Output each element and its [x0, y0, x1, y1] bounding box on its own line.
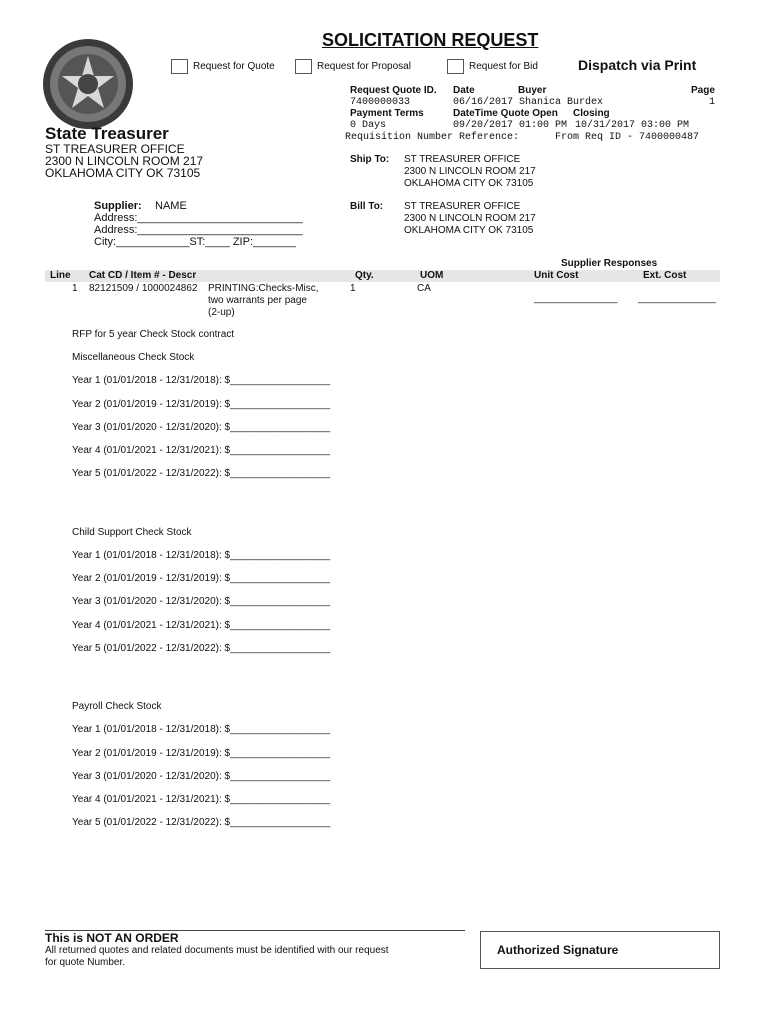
ship-to-line1: ST TREASURER OFFICE — [404, 154, 521, 165]
bill-to-line3: OKLAHOMA CITY OK 73105 — [404, 225, 534, 236]
bill-to-line2: 2300 N LINCOLN ROOM 217 — [404, 213, 536, 224]
group1-year4[interactable]: Year 4 (01/01/2021 - 12/31/2021): $__________________ — [72, 445, 331, 456]
buyer-label: Buyer — [518, 85, 547, 96]
group1-year3[interactable]: Year 3 (01/01/2020 - 12/31/2020): $__________________ — [72, 422, 331, 433]
row-line: 1 — [72, 283, 78, 294]
group2-year5[interactable]: Year 5 (01/01/2022 - 12/31/2022): $__________________ — [72, 643, 331, 654]
request-for-bid-label: Request for Bid — [469, 61, 538, 72]
page-title: SOLICITATION REQUEST — [322, 30, 539, 50]
group2-heading: Child Support Check Stock — [72, 527, 192, 538]
ship-to-line3: OKLAHOMA CITY OK 73105 — [404, 178, 534, 189]
page-label: Page — [691, 85, 715, 96]
supplier-label: Supplier: — [94, 200, 142, 212]
group3-year4[interactable]: Year 4 (01/01/2021 - 12/31/2021): $__________________ — [72, 794, 331, 805]
ship-to-line2: 2300 N LINCOLN ROOM 217 — [404, 166, 536, 177]
date-label: Date — [453, 85, 475, 96]
dispatch-label: Dispatch via Print — [578, 57, 697, 73]
row-uom: CA — [417, 283, 431, 294]
requisition-reference-label: Requisition Number Reference: — [345, 132, 520, 143]
group2-year3[interactable]: Year 3 (01/01/2020 - 12/31/2020): $__________________ — [72, 596, 331, 607]
row-qty: 1 — [350, 283, 356, 294]
group3-year2[interactable]: Year 2 (01/01/2019 - 12/31/2019): $__________________ — [72, 748, 331, 759]
date-value: 06/16/2017 — [453, 97, 514, 108]
request-for-proposal-label: Request for Proposal — [317, 61, 411, 72]
row-desc3: (2-up) — [208, 307, 235, 318]
group1-heading: Miscellaneous Check Stock — [72, 352, 195, 363]
quote-id-label: Request Quote ID. — [350, 85, 437, 96]
col-ext-cost: Ext. Cost — [643, 270, 687, 281]
footer-note1: All returned quotes and related documents must be identified with our request — [45, 945, 389, 956]
supplier-name: NAME — [155, 200, 187, 212]
requisition-id: From Req ID - 7400000487 — [555, 132, 700, 143]
supplier-address1[interactable]: Address:___________________________ — [94, 212, 303, 224]
supplier-city[interactable]: City:____________ST:____ ZIP:_______ — [94, 236, 296, 248]
signature-label: Authorized Signature — [497, 943, 619, 957]
group2-year2[interactable]: Year 2 (01/01/2019 - 12/31/2019): $__________________ — [72, 573, 331, 584]
col-qty: Qty. — [355, 270, 374, 281]
rfp-note: RFP for 5 year Check Stock contract — [72, 329, 235, 340]
unit-cost-field[interactable]: _______________ — [534, 293, 618, 304]
agency-street: 2300 N LINCOLN ROOM 217 — [45, 154, 204, 168]
request-for-bid-checkbox[interactable] — [447, 59, 464, 74]
state-seal-icon — [42, 38, 134, 130]
group3-year3[interactable]: Year 3 (01/01/2020 - 12/31/2020): $__________________ — [72, 771, 331, 782]
col-line: Line — [50, 270, 71, 281]
buyer-value: Shanica Burdex — [519, 97, 604, 108]
payment-terms-value: 0 Days — [350, 120, 387, 131]
row-desc2: two warrants per page — [208, 295, 307, 306]
bill-to-line1: ST TREASURER OFFICE — [404, 201, 521, 212]
group1-year5[interactable]: Year 5 (01/01/2022 - 12/31/2022): $__________________ — [72, 468, 331, 479]
col-uom: UOM — [420, 270, 444, 281]
quote-open-label: DateTime Quote Open — [453, 108, 558, 119]
agency-office: ST TREASURER OFFICE — [45, 142, 185, 156]
ship-to-label: Ship To: — [350, 154, 390, 165]
group3-year5[interactable]: Year 5 (01/01/2022 - 12/31/2022): $__________________ — [72, 817, 331, 828]
request-for-proposal-checkbox[interactable] — [295, 59, 312, 74]
group1-year2[interactable]: Year 2 (01/01/2019 - 12/31/2019): $__________________ — [72, 399, 331, 410]
closing-value: 10/31/2017 03:00 PM — [575, 120, 690, 131]
col-unit-cost: Unit Cost — [534, 270, 579, 281]
request-for-quote-label: Request for Quote — [193, 61, 275, 72]
group2-year4[interactable]: Year 4 (01/01/2021 - 12/31/2021): $__________________ — [72, 620, 331, 631]
quote-id-value: 7400000033 — [350, 97, 411, 108]
ext-cost-field[interactable]: ______________ — [638, 293, 716, 304]
supplier-responses-heading: Supplier Responses — [561, 258, 658, 269]
bill-to-label: Bill To: — [350, 201, 384, 212]
row-desc1: PRINTING:Checks-Misc, — [208, 283, 319, 294]
quote-open-value: 09/20/2017 01:00 PM — [453, 120, 568, 131]
page-value: 1 — [709, 97, 716, 108]
request-for-quote-checkbox[interactable] — [171, 59, 188, 74]
agency-name: State Treasurer — [45, 124, 169, 143]
footer-note2: for quote Number. — [45, 957, 126, 968]
group1-year1[interactable]: Year 1 (01/01/2018 - 12/31/2018): $__________________ — [72, 375, 331, 386]
not-an-order: This is NOT AN ORDER — [45, 931, 179, 945]
group3-year1[interactable]: Year 1 (01/01/2018 - 12/31/2018): $__________________ — [72, 724, 331, 735]
col-item: Cat CD / Item # - Descr — [89, 270, 197, 281]
supplier-address2[interactable]: Address:___________________________ — [94, 224, 303, 236]
group3-heading: Payroll Check Stock — [72, 701, 162, 712]
closing-label: Closing — [573, 108, 610, 119]
agency-city: OKLAHOMA CITY OK 73105 — [45, 166, 201, 180]
group2-year1[interactable]: Year 1 (01/01/2018 - 12/31/2018): $__________________ — [72, 550, 331, 561]
payment-terms-label: Payment Terms — [350, 108, 424, 119]
row-item: 82121509 / 1000024862 — [89, 283, 198, 294]
signature-box[interactable] — [480, 931, 720, 969]
